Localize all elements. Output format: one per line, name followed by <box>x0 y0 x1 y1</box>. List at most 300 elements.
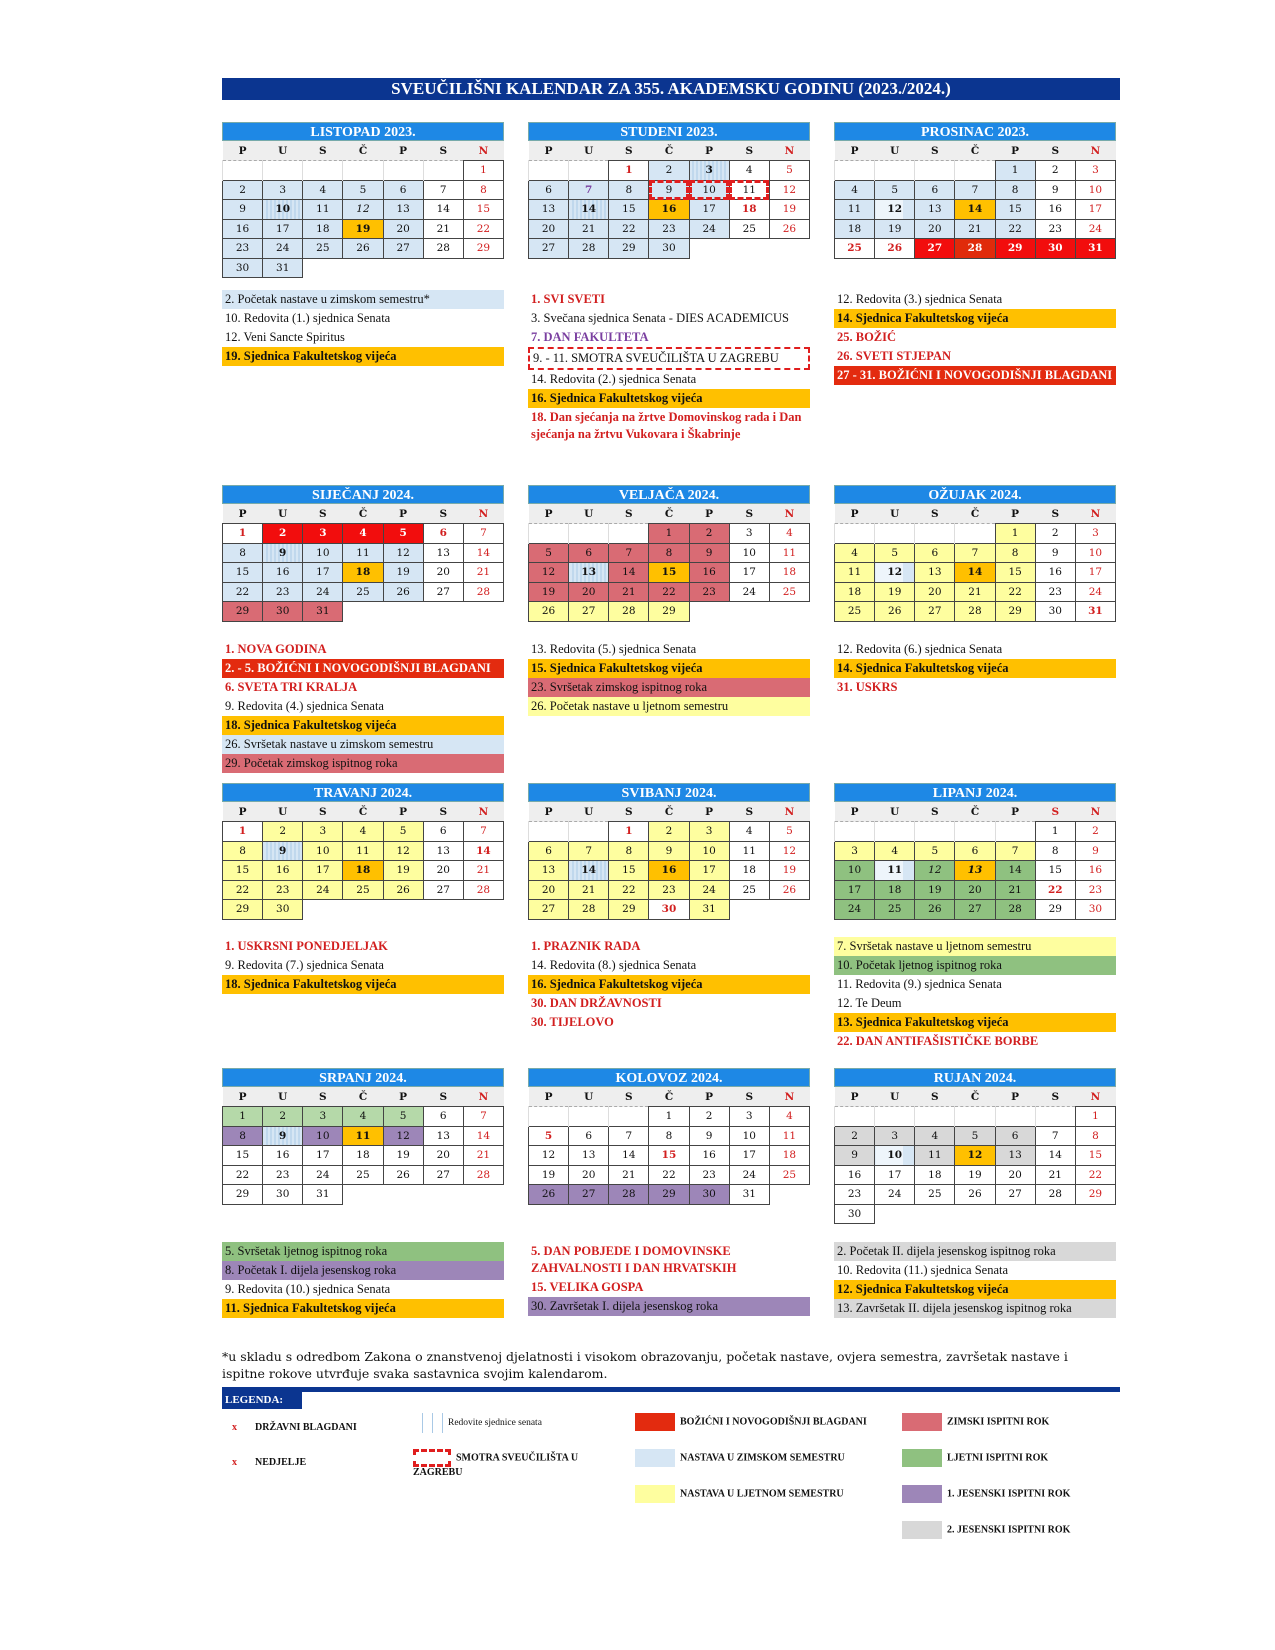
event-note: 16. Sjednica Fakultetskog vijeća <box>528 389 810 408</box>
day-cell: 16 <box>1035 200 1075 220</box>
day-cell: 2 <box>263 822 303 842</box>
day-cell: 21 <box>569 880 609 900</box>
event-note: 15. Sjednica Fakultetskog vijeća <box>528 659 810 678</box>
day-cell: 25 <box>835 239 875 259</box>
event-note: 14. Redovita (8.) sjednica Senata <box>531 958 697 972</box>
event-note: 13. Sjednica Fakultetskog vijeća <box>834 1013 1116 1032</box>
day-cell: 23 <box>649 880 689 900</box>
weekday-header: S <box>729 141 769 161</box>
day-cell: 30 <box>835 1204 875 1224</box>
event-note: 9. Redovita (4.) sjednica Senata <box>225 699 384 713</box>
day-cell: 30 <box>649 900 689 920</box>
weekday-header: S <box>609 504 649 524</box>
weekday-header: U <box>263 802 303 822</box>
x-mark-icon: x <box>232 1422 237 1433</box>
day-cell: 28 <box>463 1165 503 1185</box>
day-cell: 20 <box>915 219 955 239</box>
day-cell: 30 <box>1035 602 1075 622</box>
day-cell: 11 <box>343 1126 383 1146</box>
weekday-header: Č <box>649 1087 689 1107</box>
day-cell: 19 <box>875 582 915 602</box>
weekday-header: Č <box>343 504 383 524</box>
color-swatch <box>902 1521 942 1539</box>
day-cell: 5 <box>769 161 809 181</box>
day-cell: 10 <box>303 1126 343 1146</box>
day-cell: 14 <box>955 200 995 220</box>
event-note: 29. Početak zimskog ispitnog roka <box>222 754 504 773</box>
day-cell: 15 <box>609 861 649 881</box>
legend-item-jesen2 <box>902 1521 1070 1539</box>
day-cell: 24 <box>875 1185 915 1205</box>
day-cell: 3 <box>689 161 729 181</box>
day-cell: 6 <box>569 1126 609 1146</box>
day-cell: 12 <box>769 841 809 861</box>
day-cell: 11 <box>729 180 769 200</box>
day-cell: 3 <box>835 841 875 861</box>
day-cell: 8 <box>609 841 649 861</box>
day-cell: 19 <box>343 219 383 239</box>
day-cell: 14 <box>569 200 609 220</box>
day-cell: 17 <box>875 1165 915 1185</box>
weekday-header: S <box>609 802 649 822</box>
day-cell: 25 <box>769 582 809 602</box>
weekday-header: Č <box>649 504 689 524</box>
event-note: 19. Sjednica Fakultetskog vijeća <box>222 347 504 366</box>
day-cell: 27 <box>423 582 463 602</box>
day-cell: 16 <box>689 563 729 583</box>
day-cell: 10 <box>689 841 729 861</box>
weekday-header: P <box>529 1087 569 1107</box>
day-cell: 14 <box>569 861 609 881</box>
day-cell: 15 <box>223 563 263 583</box>
day-cell: 12 <box>383 543 423 563</box>
event-note: 13. Završetak II. dijela jesenskog ispitnog roka <box>834 1299 1116 1318</box>
event-note: 13. Redovita (5.) sjednica Senata <box>531 642 697 656</box>
month-calendar <box>528 1068 810 1205</box>
day-cell: 18 <box>729 861 769 881</box>
day-cell: 31 <box>689 900 729 920</box>
legend-item-nedjelje <box>232 1457 306 1468</box>
day-cell: 7 <box>463 1107 503 1127</box>
month-calendar <box>222 122 504 278</box>
color-swatch <box>902 1449 942 1467</box>
day-cell: 29 <box>463 239 503 259</box>
day-cell: 29 <box>223 1185 263 1205</box>
weekday-header: S <box>729 504 769 524</box>
day-cell: 14 <box>995 861 1035 881</box>
day-cell: 16 <box>649 200 689 220</box>
day-cell: 5 <box>955 1126 995 1146</box>
weekday-header: P <box>529 504 569 524</box>
day-cell: 2 <box>649 822 689 842</box>
legend-label: 1. JESENSKI ISPITNI ROK <box>947 1488 1071 1500</box>
day-cell: 27 <box>955 900 995 920</box>
event-note: 11. Redovita (9.) sjednica Senata <box>837 977 1002 991</box>
event-note: 2. - 5. BOŽIĆNI I NOVOGODIŠNJI BLAGDANI <box>222 659 504 678</box>
day-cell: 19 <box>769 861 809 881</box>
weekday-header: N <box>1075 802 1115 822</box>
day-cell: 11 <box>729 841 769 861</box>
day-cell: 4 <box>729 161 769 181</box>
legend-label: SMOTRA SVEUČILIŠTA U ZAGREBU <box>413 1452 579 1478</box>
day-cell: 6 <box>995 1126 1035 1146</box>
event-note: 26. Početak nastave u ljetnom semestru <box>528 697 810 716</box>
day-cell: 9 <box>263 543 303 563</box>
day-cell: 19 <box>529 582 569 602</box>
day-cell: 22 <box>223 582 263 602</box>
day-cell: 5 <box>875 180 915 200</box>
weekday-header: S <box>915 504 955 524</box>
day-cell: 25 <box>915 1185 955 1205</box>
day-cell: 6 <box>529 841 569 861</box>
day-cell: 26 <box>955 1185 995 1205</box>
legend-item-smotra <box>413 1449 603 1478</box>
day-cell: 22 <box>649 1165 689 1185</box>
day-cell: 10 <box>875 1146 915 1166</box>
event-note: 18. Dan sjećanja na žrtve Domovinskog rada i Dan sjećanja na žrtvu Vukovara i Škabrinje <box>531 410 802 441</box>
day-cell: 11 <box>875 861 915 881</box>
weekday-header: P <box>383 504 423 524</box>
day-cell: 9 <box>689 543 729 563</box>
day-cell: 28 <box>955 602 995 622</box>
month-calendar <box>222 485 504 622</box>
month-calendar <box>834 783 1116 920</box>
event-note: 1. NOVA GODINA <box>225 642 327 656</box>
day-cell: 19 <box>383 861 423 881</box>
event-note: 15. VELIKA GOSPA <box>531 1280 644 1294</box>
day-cell: 19 <box>915 880 955 900</box>
day-cell: 6 <box>423 524 463 544</box>
legend-label: LJETNI ISPITNI ROK <box>947 1452 1049 1464</box>
weekday-header: Č <box>955 1087 995 1107</box>
day-cell: 15 <box>1075 1146 1115 1166</box>
day-cell: 25 <box>303 239 343 259</box>
day-cell: 1 <box>1075 1107 1115 1127</box>
day-cell: 4 <box>769 1107 809 1127</box>
weekday-header: P <box>223 141 263 161</box>
day-cell: 24 <box>689 880 729 900</box>
weekday-header: P <box>995 802 1035 822</box>
day-cell: 26 <box>769 219 809 239</box>
weekday-header: Č <box>649 141 689 161</box>
month-calendar <box>528 122 810 259</box>
day-cell: 10 <box>1075 543 1115 563</box>
day-cell: 11 <box>303 200 343 220</box>
day-cell: 31 <box>263 258 303 278</box>
day-cell: 9 <box>649 841 689 861</box>
event-note: 9. Redovita (10.) sjednica Senata <box>225 1282 391 1296</box>
day-cell: 5 <box>915 841 955 861</box>
weekday-header: P <box>223 802 263 822</box>
day-cell: 13 <box>915 200 955 220</box>
event-note: 12. Redovita (3.) sjednica Senata <box>837 292 1003 306</box>
day-cell: 16 <box>1035 563 1075 583</box>
day-cell: 26 <box>875 239 915 259</box>
legend-label: Redovite sjednice senata <box>448 1418 542 1429</box>
event-note: 18. Sjednica Fakultetskog vijeća <box>222 975 504 994</box>
weekday-header: P <box>689 504 729 524</box>
day-cell: 4 <box>875 841 915 861</box>
legend-label: NASTAVA U ZIMSKOM SEMESTRU <box>680 1452 845 1464</box>
legend-item-jesen1 <box>902 1485 1070 1503</box>
weekday-header: S <box>1035 1087 1075 1107</box>
color-swatch <box>635 1485 675 1503</box>
day-cell: 27 <box>915 602 955 622</box>
weekday-header: U <box>263 141 303 161</box>
event-note: 14. Sjednica Fakultetskog vijeća <box>834 309 1116 328</box>
day-cell: 10 <box>263 200 303 220</box>
day-cell: 12 <box>529 1146 569 1166</box>
month-notes <box>834 1242 1116 1318</box>
day-cell: 2 <box>1075 822 1115 842</box>
weekday-header: N <box>769 504 809 524</box>
day-cell: 16 <box>1075 861 1115 881</box>
day-cell: 3 <box>729 524 769 544</box>
day-cell: 23 <box>835 1185 875 1205</box>
day-cell: 14 <box>609 563 649 583</box>
event-note: 30. Završetak I. dijela jesenskog roka <box>528 1297 810 1316</box>
month-calendar <box>222 1068 504 1205</box>
event-note: 18. Sjednica Fakultetskog vijeća <box>222 716 504 735</box>
weekday-header: U <box>875 1087 915 1107</box>
day-cell: 13 <box>995 1146 1035 1166</box>
event-note: 12. Sjednica Fakultetskog vijeća <box>834 1280 1116 1299</box>
day-cell: 30 <box>223 258 263 278</box>
day-cell: 7 <box>955 180 995 200</box>
calendar-title: SVEUČILIŠNI KALENDAR ZA 355. AKADEMSKU GODINU (2023./2024.) <box>222 78 1120 100</box>
weekday-header: N <box>463 504 503 524</box>
event-note: 9. - 11. SMOTRA SVEUČILIŠTA U ZAGREBU <box>528 347 810 370</box>
day-cell: 19 <box>383 563 423 583</box>
weekday-header: S <box>729 1087 769 1107</box>
legend-label: NASTAVA U LJETNOM SEMESTRU <box>680 1488 844 1500</box>
day-cell: 23 <box>1035 582 1075 602</box>
weekday-header: N <box>769 1087 809 1107</box>
day-cell: 20 <box>569 582 609 602</box>
weekday-header: P <box>995 1087 1035 1107</box>
day-cell: 30 <box>263 1185 303 1205</box>
senate-pattern-icon <box>413 1413 443 1433</box>
legend-divider <box>222 1387 1120 1392</box>
day-cell: 6 <box>569 543 609 563</box>
day-cell: 29 <box>223 900 263 920</box>
day-cell: 10 <box>729 543 769 563</box>
day-cell: 18 <box>343 1146 383 1166</box>
day-cell: 28 <box>463 582 503 602</box>
day-cell: 16 <box>263 563 303 583</box>
day-cell: 15 <box>223 861 263 881</box>
day-cell: 12 <box>875 563 915 583</box>
event-note: 7. DAN FAKULTETA <box>531 330 649 344</box>
day-cell: 28 <box>609 602 649 622</box>
day-cell: 4 <box>769 524 809 544</box>
month-title: SIJEČANJ 2024. <box>222 485 504 504</box>
day-cell: 20 <box>423 861 463 881</box>
day-cell: 1 <box>649 524 689 544</box>
day-cell: 4 <box>835 180 875 200</box>
day-cell: 8 <box>609 180 649 200</box>
month-title: KOLOVOZ 2024. <box>528 1068 810 1087</box>
day-cell: 15 <box>609 200 649 220</box>
day-cell: 2 <box>689 1107 729 1127</box>
day-cell: 9 <box>1035 180 1075 200</box>
day-cell: 26 <box>875 602 915 622</box>
weekday-header: U <box>569 1087 609 1107</box>
day-cell: 21 <box>955 582 995 602</box>
day-cell: 28 <box>995 900 1035 920</box>
dashed-box-icon <box>413 1449 451 1467</box>
day-cell: 17 <box>303 1146 343 1166</box>
legend-item-ljetni-rok <box>902 1449 1048 1467</box>
month-calendar <box>834 122 1116 259</box>
day-cell: 16 <box>223 219 263 239</box>
day-cell: 15 <box>463 200 503 220</box>
day-cell: 26 <box>915 900 955 920</box>
day-cell: 16 <box>689 1146 729 1166</box>
day-cell: 29 <box>995 602 1035 622</box>
day-cell: 19 <box>955 1165 995 1185</box>
day-cell: 22 <box>463 219 503 239</box>
day-cell: 25 <box>875 900 915 920</box>
day-cell: 25 <box>835 602 875 622</box>
day-cell: 27 <box>569 602 609 622</box>
day-cell: 12 <box>769 180 809 200</box>
day-cell: 31 <box>729 1185 769 1205</box>
day-cell: 6 <box>423 1107 463 1127</box>
event-note: 23. Svršetak zimskog ispitnog roka <box>528 678 810 697</box>
day-cell: 10 <box>303 543 343 563</box>
month-calendar <box>222 783 504 920</box>
day-cell: 3 <box>689 822 729 842</box>
day-cell: 26 <box>383 582 423 602</box>
event-note: 5. Svršetak ljetnog ispitnog roka <box>222 1242 504 1261</box>
day-cell: 9 <box>263 1126 303 1146</box>
event-note: 9. Redovita (7.) sjednica Senata <box>225 958 384 972</box>
weekday-header: P <box>835 1087 875 1107</box>
weekday-header: S <box>915 802 955 822</box>
day-cell: 21 <box>463 861 503 881</box>
x-mark-icon: x <box>232 1457 237 1468</box>
day-cell: 2 <box>835 1126 875 1146</box>
day-cell: 3 <box>263 180 303 200</box>
color-swatch <box>635 1413 675 1431</box>
day-cell: 23 <box>263 582 303 602</box>
day-cell: 24 <box>729 582 769 602</box>
day-cell: 2 <box>1035 161 1075 181</box>
day-cell: 4 <box>729 822 769 842</box>
day-cell: 22 <box>609 219 649 239</box>
day-cell: 21 <box>1035 1165 1075 1185</box>
day-cell: 30 <box>649 239 689 259</box>
day-cell: 31 <box>1075 239 1115 259</box>
day-cell: 13 <box>569 563 609 583</box>
day-cell: 9 <box>263 841 303 861</box>
day-cell: 5 <box>383 822 423 842</box>
day-cell: 6 <box>423 822 463 842</box>
day-cell: 3 <box>303 524 343 544</box>
weekday-header: N <box>463 1087 503 1107</box>
day-cell: 19 <box>383 1146 423 1166</box>
weekday-header: Č <box>955 504 995 524</box>
day-cell: 2 <box>223 180 263 200</box>
day-cell: 14 <box>463 841 503 861</box>
day-cell: 21 <box>423 219 463 239</box>
month-title: SVIBANJ 2024. <box>528 783 810 802</box>
day-cell: 7 <box>569 180 609 200</box>
weekday-header: N <box>1075 504 1115 524</box>
day-cell: 22 <box>223 1165 263 1185</box>
day-cell: 25 <box>729 219 769 239</box>
day-cell: 1 <box>1035 822 1075 842</box>
day-cell: 11 <box>835 200 875 220</box>
day-cell: 25 <box>343 1165 383 1185</box>
day-cell: 30 <box>263 602 303 622</box>
day-cell: 1 <box>995 161 1035 181</box>
day-cell: 13 <box>915 563 955 583</box>
day-cell: 5 <box>875 543 915 563</box>
event-note: 6. SVETA TRI KRALJA <box>225 680 358 694</box>
day-cell: 18 <box>769 1146 809 1166</box>
day-cell: 27 <box>529 900 569 920</box>
day-cell: 1 <box>649 1107 689 1127</box>
day-cell: 4 <box>303 180 343 200</box>
day-cell: 11 <box>343 543 383 563</box>
weekday-header: Č <box>343 802 383 822</box>
day-cell: 1 <box>223 524 263 544</box>
day-cell: 9 <box>1075 841 1115 861</box>
day-cell: 14 <box>609 1146 649 1166</box>
day-cell: 17 <box>729 563 769 583</box>
day-cell: 23 <box>263 880 303 900</box>
weekday-header: Č <box>343 1087 383 1107</box>
legend-label: BOŽIĆNI I NOVOGODIŠNJI BLAGDANI <box>680 1416 867 1428</box>
day-cell: 4 <box>343 822 383 842</box>
day-cell: 26 <box>529 602 569 622</box>
day-cell: 8 <box>1035 841 1075 861</box>
day-cell: 8 <box>995 543 1035 563</box>
weekday-header: P <box>383 1087 423 1107</box>
event-note: 2. Početak nastave u zimskom semestru* <box>222 290 504 309</box>
legend-label: DRŽAVNI BLAGDANI <box>255 1422 357 1433</box>
day-cell: 30 <box>1035 239 1075 259</box>
weekday-header: U <box>875 802 915 822</box>
day-cell: 25 <box>769 1165 809 1185</box>
day-cell: 17 <box>263 219 303 239</box>
day-cell: 24 <box>303 880 343 900</box>
color-swatch <box>635 1449 675 1467</box>
weekday-header: P <box>223 1087 263 1107</box>
month-notes <box>528 937 810 1032</box>
day-cell: 28 <box>569 239 609 259</box>
day-cell: 28 <box>569 900 609 920</box>
day-cell: 14 <box>1035 1146 1075 1166</box>
day-cell: 4 <box>915 1126 955 1146</box>
day-cell: 7 <box>569 841 609 861</box>
day-cell: 5 <box>529 1126 569 1146</box>
day-cell: 13 <box>529 861 569 881</box>
legend-item-ljetni-sem <box>635 1485 844 1503</box>
day-cell: 27 <box>529 239 569 259</box>
day-cell: 8 <box>223 1126 263 1146</box>
weekday-header: P <box>383 802 423 822</box>
weekday-header: S <box>303 802 343 822</box>
event-note: 26. Svršetak nastave u zimskom semestru <box>222 735 504 754</box>
footnote: *u skladu s odredbom Zakona o znanstvenoj djelatnosti i visokom obrazovanju, početak nastave, ovjera semestra, završetak nastave i ispitne rokove utvrđuje svaka sastavnica svojim kalendarom. <box>222 1349 1068 1381</box>
weekday-header: U <box>263 1087 303 1107</box>
month-notes <box>834 640 1116 697</box>
event-note: 11. Sjednica Fakultetskog vijeća <box>222 1299 504 1318</box>
color-swatch <box>902 1413 942 1431</box>
